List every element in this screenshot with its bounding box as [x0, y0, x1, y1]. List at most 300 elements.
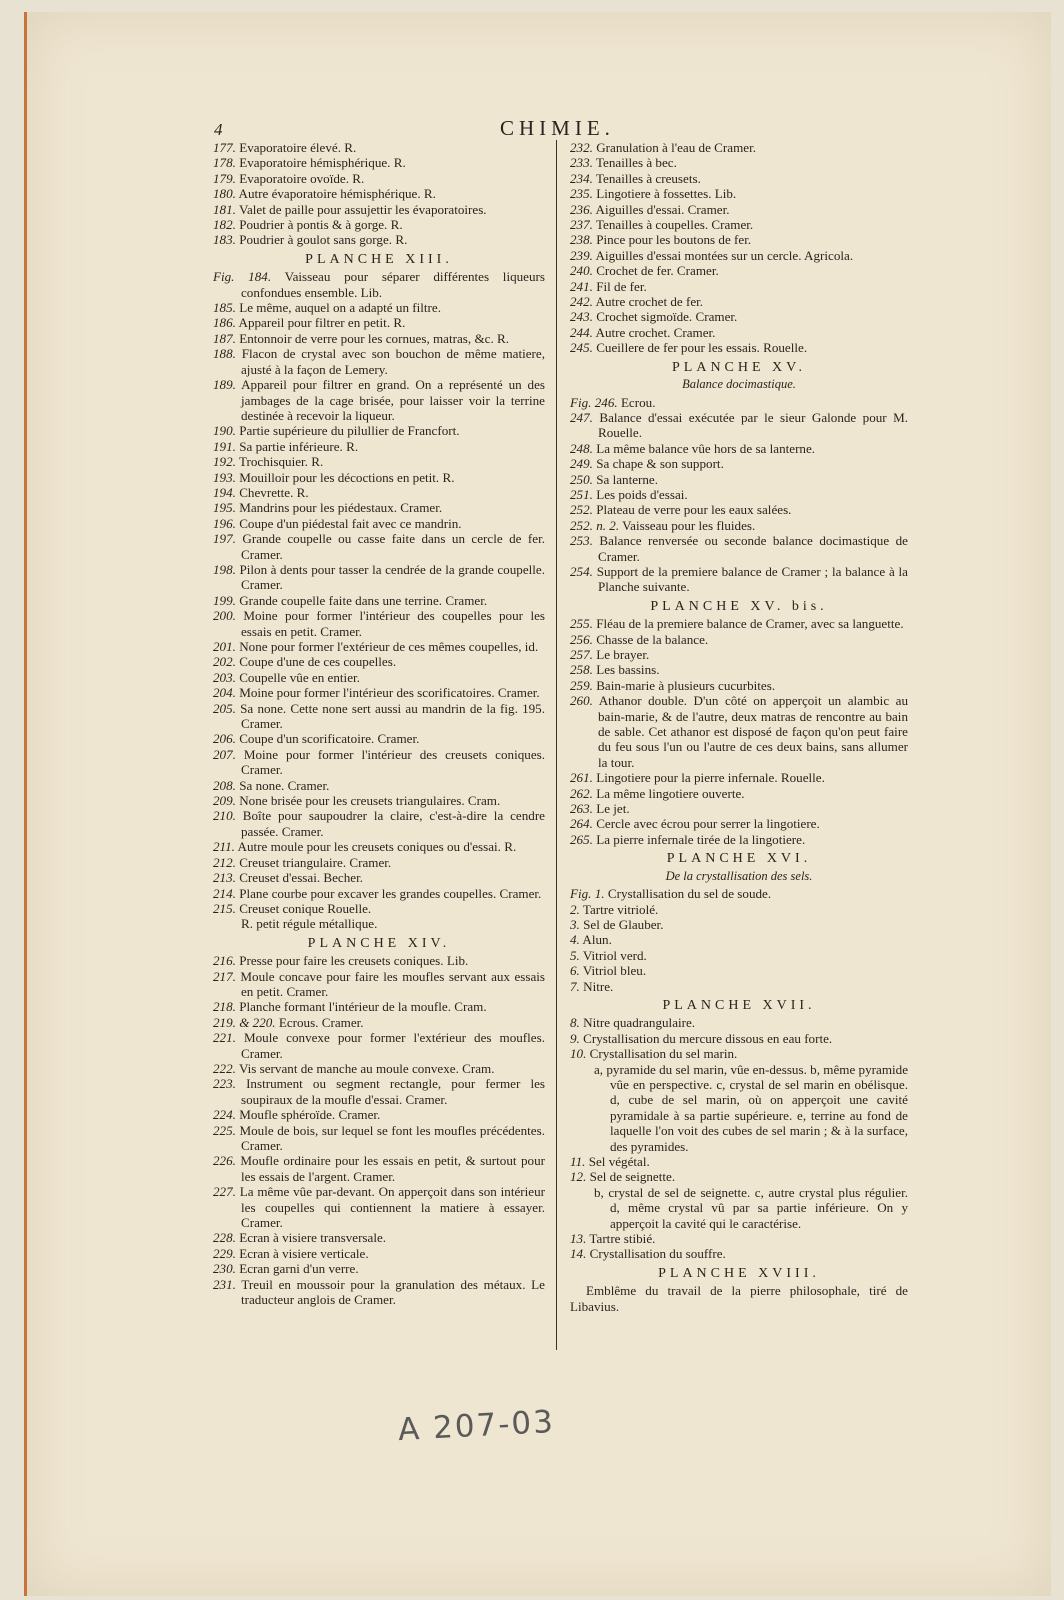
- figure-description: Ecran à visiere verticale.: [239, 1245, 369, 1261]
- figure-number: 8.: [570, 1015, 580, 1031]
- figure-description: Tenailles à coupelles. Cramer.: [595, 217, 754, 233]
- figure-description: Sa chape & son support.: [596, 456, 724, 472]
- figure-description: Coupe d'un piédestal fait avec ce mandrin.: [239, 515, 462, 531]
- figure-number: 230.: [213, 1261, 236, 1277]
- figure-number: 200.: [213, 608, 236, 624]
- figure-number: 197.: [213, 531, 236, 547]
- figure-number: 243.: [570, 309, 593, 325]
- figure-description: Crochet sigmoïde. Cramer.: [596, 309, 738, 325]
- figure-entry: [570, 902, 908, 917]
- figure-entry: [213, 969, 545, 1000]
- figure-entry: [570, 140, 908, 155]
- figure-description: Fléau de la premiere balance de Cramer, avec sa languette.: [596, 616, 904, 632]
- figure-number: 258.: [570, 662, 593, 678]
- figure-number: 187.: [213, 330, 236, 346]
- figure-number: 236.: [570, 201, 593, 217]
- figure-number: 183.: [213, 232, 236, 248]
- figure-entry: [213, 870, 545, 885]
- figure-number: Fig. 1.: [570, 886, 605, 902]
- figure-number: 232.: [570, 140, 593, 155]
- figure-description: Ecrou.: [620, 394, 656, 410]
- figure-description: Bain-marie à plusieurs cucurbites.: [596, 677, 776, 693]
- figure-number: 252.: [570, 502, 593, 518]
- figure-entry: [570, 309, 908, 324]
- figure-description: Poudrier à pontis & à gorge. R.: [239, 217, 403, 233]
- figure-entry: [570, 1154, 908, 1169]
- figure-entry: [570, 325, 908, 340]
- figure-entry: [570, 932, 908, 947]
- figure-entry: [570, 232, 908, 247]
- plate-heading: PLANCHE XVII.: [662, 997, 816, 1013]
- figure-number: 205.: [213, 700, 236, 716]
- figure-description: Evaporatoire hémisphérique. R.: [239, 155, 406, 171]
- figure-entry: [213, 439, 545, 454]
- figure-description: Presse pour faire les creusets coniques. Lib.: [239, 953, 469, 969]
- figure-number: 259.: [570, 677, 593, 693]
- figure-entry: [570, 963, 908, 978]
- figure-entry: [213, 1277, 545, 1308]
- figure-number: 237.: [570, 217, 593, 233]
- figure-note: R. petit régule métallique.: [241, 916, 378, 932]
- figure-number: 198.: [213, 561, 236, 577]
- plate-heading: PLANCHE XIII.: [305, 251, 453, 267]
- figure-number: 7.: [570, 978, 580, 994]
- figure-entry: [570, 279, 908, 294]
- figure-number: 13.: [570, 1231, 587, 1247]
- figure-number: 253.: [570, 533, 593, 549]
- figure-description: Chasse de la balance.: [596, 631, 709, 647]
- figure-entry: [213, 155, 545, 170]
- figure-description: Moine pour former l'intérieur des coupelles pour les essais en petit. Cramer.: [241, 608, 545, 639]
- figure-number: 182.: [213, 217, 236, 233]
- figure-entry: [213, 1153, 545, 1184]
- figure-number: 5.: [570, 947, 580, 963]
- figure-number: 178.: [213, 155, 236, 171]
- figure-description: Pince pour les boutons de fer.: [596, 232, 752, 248]
- figure-description: Ecran à visiere transversale.: [239, 1230, 387, 1246]
- figure-entry: [570, 395, 908, 410]
- figure-number: 244.: [570, 324, 593, 340]
- figure-description: Vaisseau pour séparer différentes liqueurs confondues ensemble. Lib.: [241, 269, 545, 300]
- figure-entry: [570, 155, 908, 170]
- figure-entry: [570, 340, 908, 355]
- figure-description: Cercle avec écrou pour serrer la lingotiere.: [596, 816, 820, 832]
- figure-description: Sa lanterne.: [596, 471, 659, 487]
- figure-entry: [213, 953, 545, 968]
- figure-entry: [213, 670, 545, 685]
- figure-number: 229.: [213, 1245, 236, 1261]
- figure-entry: [213, 901, 545, 916]
- figure-entry: [213, 315, 545, 330]
- figure-description: Crystallisation du mercure dissous en eau forte.: [583, 1030, 833, 1046]
- plate-subtitle: Balance docimastique.: [682, 377, 796, 392]
- figure-number: 195.: [213, 500, 236, 516]
- figure-number: 263.: [570, 801, 593, 817]
- figure-entry: [213, 531, 545, 562]
- figure-description: Flacon de crystal avec son bouchon de même matiere, ajusté à la façon de Lemery.: [241, 346, 545, 377]
- figure-description: Moule convexe pour former l'extérieur des moufles. Cramer.: [241, 1030, 545, 1061]
- figure-number: 192.: [213, 454, 236, 470]
- figure-description: Crystallisation du souffre.: [589, 1246, 726, 1262]
- figure-number: 226.: [213, 1153, 236, 1169]
- figure-number: 217.: [213, 968, 236, 984]
- page-number: 4: [214, 120, 223, 139]
- left-column: [213, 140, 545, 1307]
- figure-description: Autre crochet de fer.: [595, 294, 704, 310]
- figure-number: 215.: [213, 900, 236, 916]
- figure-entry: [213, 269, 545, 300]
- figure-number: 265.: [570, 831, 593, 847]
- figure-entry: [213, 232, 545, 247]
- figure-description: Treuil en moussoir pour la granulation des métaux. Le traducteur anglois de Cramer.: [241, 1276, 545, 1308]
- figure-entry: [213, 999, 545, 1014]
- figure-description: Moule concave pour faire les moufles servant aux essais en petit. Cramer.: [240, 968, 545, 999]
- figure-description: Tartre vitriolé.: [582, 901, 659, 917]
- figure-number: 209.: [213, 793, 236, 809]
- figure-description: Moufle ordinaire pour les essais en petit, & surtout pour les essais de l'argent. Cramer.: [240, 1153, 546, 1184]
- figure-entry: [570, 1169, 908, 1184]
- figure-entry: [213, 1030, 545, 1061]
- figure-number: 189.: [213, 377, 236, 393]
- figure-description: Autre évaporatoire hémisphérique. R.: [238, 186, 436, 202]
- figure-number: 241.: [570, 278, 593, 294]
- figure-number: 207.: [213, 746, 236, 762]
- figure-entry: [213, 1107, 545, 1122]
- figure-entry: [570, 410, 908, 441]
- figure-description: Sel de Glauber.: [583, 916, 664, 932]
- figure-number: 242.: [570, 294, 593, 310]
- figure-description: Tenailles à bec.: [595, 155, 677, 171]
- figure-entry: [570, 886, 908, 901]
- figure-number: Fig. 184.: [213, 269, 272, 285]
- plate-subtitle: De la crystallisation des sels.: [665, 868, 813, 883]
- figure-description: Aiguilles d'essai montées sur un cercle. Agricola.: [595, 247, 854, 263]
- figure-entry: [570, 472, 908, 487]
- figure-entry: [570, 1031, 908, 1046]
- figure-number: 255.: [570, 616, 593, 632]
- figure-entry: [213, 562, 545, 593]
- figure-number: 252. n. 2.: [570, 517, 620, 533]
- figure-description: Vaisseau pour les fluides.: [622, 517, 756, 533]
- figure-number: 177.: [213, 140, 236, 155]
- column-divider: [556, 140, 557, 1350]
- figure-description: Poudrier à goulot sans gorge. R.: [239, 232, 408, 248]
- figure-description: Pilon à dents pour tasser la cendrée de la grande coupelle. Cramer.: [239, 561, 545, 593]
- figure-description: Creuset conique Rouelle.: [239, 900, 372, 916]
- figure-entry: [213, 470, 545, 485]
- figure-number: 204.: [213, 685, 236, 701]
- figure-description: Lingotiere à fossettes. Lib.: [596, 186, 737, 202]
- figure-number: 227.: [213, 1184, 236, 1200]
- figure-entry: [213, 747, 545, 778]
- figure-entry: [213, 778, 545, 793]
- figure-number: 257.: [570, 647, 593, 662]
- figure-entry: [213, 1230, 545, 1245]
- figure-description: Plane courbe pour excaver les grandes coupelles. Cramer.: [239, 885, 542, 901]
- figure-entry: [570, 662, 908, 677]
- figure-description: Ecrous. Cramer.: [278, 1014, 364, 1030]
- figure-entry: [213, 731, 545, 746]
- figure-description: Appareil pour filtrer en petit. R.: [238, 315, 406, 331]
- figure-description: Autre moule pour les creusets coniques ou d'essai. R.: [237, 839, 517, 855]
- figure-number: Fig. 246.: [570, 394, 618, 410]
- figure-number: 254.: [570, 563, 593, 579]
- figure-description: Nitre.: [583, 978, 614, 994]
- figure-number: 194.: [213, 484, 236, 500]
- figure-description: Appareil pour filtrer en grand. On a représenté un des jambages de la cage brisée, pour laisser voir la terrine destinée à recevoir la liqueur.: [241, 377, 545, 423]
- figure-number: 231.: [213, 1276, 236, 1292]
- figure-description: Ecran garni d'un verre.: [239, 1261, 359, 1277]
- figure-entry: [213, 217, 545, 232]
- figure-number: 219. & 220.: [213, 1014, 276, 1030]
- figure-number: 248.: [570, 440, 593, 456]
- figure-description: Coupe d'une de ces coupelles.: [239, 654, 397, 670]
- figure-number: 223.: [213, 1076, 236, 1092]
- figure-number: 247.: [570, 409, 593, 425]
- figure-entry: [213, 186, 545, 201]
- figure-description: Vitriol bleu.: [582, 963, 647, 979]
- figure-number: 193.: [213, 469, 236, 485]
- figure-entry: [570, 1231, 908, 1246]
- figure-number: 186.: [213, 315, 236, 331]
- figure-number: 218.: [213, 999, 236, 1015]
- figure-entry: [570, 518, 908, 533]
- figure-description: Grande coupelle faite dans une terrine. Cramer.: [239, 592, 488, 608]
- figure-number: 238.: [570, 232, 593, 248]
- figure-entry: [570, 263, 908, 278]
- figure-description: None pour former l'extérieur de ces mêmes coupelles, id.: [239, 639, 539, 654]
- figure-entry: [213, 171, 545, 186]
- figure-description: Evaporatoire élevé. R.: [239, 140, 357, 155]
- figure-description: Moine pour former l'intérieur des creusets coniques. Cramer.: [241, 746, 545, 778]
- plate-heading: PLANCHE XV. bis.: [650, 598, 828, 614]
- figure-number: 202.: [213, 654, 236, 670]
- handwritten-accession-number: A 207-03: [397, 1403, 556, 1449]
- figure-number: 203.: [213, 669, 236, 685]
- figure-entry: [213, 1261, 545, 1276]
- figure-detail: a, pyramide du sel marin, vûe en-dessus. b, même pyramide vûe en perspective. c, crystal de sel marin en obélisque. d, cube de sel marin, où on apperçoit une cavité pyramidale à sa partie supérieure. e, terrine au fond de laquelle l'on voit des cubes de sel marin ; & à la surface, des pyramides.: [594, 1061, 908, 1154]
- figure-entry: [570, 294, 908, 309]
- figure-description: Alun.: [582, 932, 612, 948]
- figure-entry: [213, 300, 545, 315]
- figure-number: 190.: [213, 423, 236, 439]
- figure-number: 245.: [570, 340, 593, 356]
- figure-description: Trochisquier. R.: [238, 454, 324, 470]
- figure-description: Balance d'essai exécutée par le sieur Galonde pour M. Rouelle.: [598, 409, 908, 441]
- figure-entry: [570, 564, 908, 595]
- figure-description: Lingotiere pour la pierre infernale. Rouelle.: [596, 770, 825, 786]
- figure-number: 239.: [570, 247, 593, 263]
- figure-description: Les bassins.: [596, 662, 660, 678]
- figure-description: Crystallisation du sel marin.: [589, 1046, 738, 1062]
- figure-description: Sa none. Cramer.: [239, 777, 330, 793]
- figure-entry: [570, 171, 908, 186]
- figure-description: Granulation à l'eau de Cramer.: [596, 140, 756, 155]
- figure-description: Tenailles à creusets.: [595, 170, 701, 186]
- figure-entry: [570, 801, 908, 816]
- figure-description: Vitriol verd.: [582, 947, 647, 963]
- figure-description: Fil de fer.: [596, 278, 647, 294]
- figure-entry: [213, 1123, 545, 1154]
- figure-description: Crystallisation du sel de soude.: [607, 886, 772, 902]
- figure-entry: [213, 202, 545, 217]
- figure-number: 212.: [213, 854, 236, 870]
- figure-entry: [213, 886, 545, 901]
- figure-number: 262.: [570, 785, 593, 801]
- figure-entry: [213, 1246, 545, 1261]
- figure-entry: [570, 186, 908, 201]
- figure-description: Sa none. Cette none sert aussi au mandrin de la fig. 195. Cramer.: [240, 700, 545, 732]
- figure-entry: [570, 948, 908, 963]
- figure-description: La même lingotiere ouverte.: [596, 785, 745, 801]
- figure-number: 9.: [570, 1030, 580, 1046]
- figure-description: Instrument ou segment rectangle, pour fermer les soupiraux de la moufle d'essai. Cramer.: [241, 1076, 545, 1107]
- figure-description: Moule de bois, sur lequel se font les moufles précédentes. Cramer.: [239, 1122, 545, 1153]
- plate-heading: PLANCHE XV.: [672, 359, 806, 375]
- figure-description: Planche formant l'intérieur de la moufle. Cram.: [239, 999, 487, 1015]
- figure-entry: [570, 1015, 908, 1030]
- figure-entry: [570, 917, 908, 932]
- figure-number: 211.: [213, 839, 235, 855]
- figure-number: 240.: [570, 263, 593, 279]
- figure-number: 228.: [213, 1230, 236, 1246]
- figure-entry: [213, 608, 545, 639]
- figure-description: Moufle sphéroïde. Cramer.: [239, 1107, 381, 1123]
- figure-detail: b, crystal de sel de seignette. c, autre crystal plus régulier. d, même crystal vû par sa partie inférieure. On y apperçoit la cavité qui le caractérise.: [594, 1184, 908, 1231]
- figure-description: Coupelle vûe en entier.: [239, 669, 360, 685]
- figure-number: 3.: [570, 916, 580, 932]
- figure-description: Autre crochet. Cramer.: [595, 324, 716, 340]
- figure-description: Partie supérieure du pilullier de Francfort.: [239, 423, 460, 439]
- figure-entry: [213, 1061, 545, 1076]
- figure-number: 264.: [570, 816, 593, 832]
- figure-number: 222.: [213, 1060, 236, 1076]
- figure-number: 208.: [213, 777, 236, 793]
- figure-description: Creuset d'essai. Becher.: [239, 870, 364, 886]
- figure-entry: [570, 1246, 908, 1261]
- figure-number: 233.: [570, 155, 593, 171]
- figure-number: 234.: [570, 170, 593, 186]
- figure-entry: [213, 485, 545, 500]
- figure-description: Le brayer.: [596, 647, 650, 662]
- figure-entry: [570, 533, 908, 564]
- figure-entry: [213, 140, 545, 155]
- figure-number: 221.: [213, 1030, 236, 1046]
- figure-description: Sel végétal.: [588, 1154, 650, 1169]
- figure-number: 206.: [213, 731, 236, 747]
- figure-description: Boîte pour saupoudrer la claire, c'est-à-dire la cendre passée. Cramer.: [241, 808, 545, 839]
- figure-entry: [213, 793, 545, 808]
- figure-number: 12.: [570, 1169, 587, 1185]
- figure-number: 216.: [213, 953, 236, 969]
- figure-entry: [570, 693, 908, 770]
- figure-description: Sel de seignette.: [589, 1169, 676, 1185]
- figure-description: La même vûe par-devant. On apperçoit dans son intérieur les coupelles qui contiennent la matiere à essayer. Cramer.: [239, 1184, 545, 1231]
- figure-number: 201.: [213, 639, 236, 654]
- figure-number: 260.: [570, 693, 593, 709]
- figure-entry: [213, 1076, 545, 1107]
- figure-entry: [570, 816, 908, 831]
- figure-entry: [570, 616, 908, 631]
- figure-number: 179.: [213, 170, 236, 186]
- figure-number: 4.: [570, 932, 580, 948]
- figure-description: Sa partie inférieure. R.: [239, 438, 359, 454]
- figure-number: 256.: [570, 631, 593, 647]
- figure-number: 250.: [570, 471, 593, 487]
- figure-number: 199.: [213, 592, 236, 608]
- plate-heading: PLANCHE XIV.: [307, 935, 451, 951]
- figure-entry: [213, 1184, 545, 1230]
- figure-entry: [570, 678, 908, 693]
- figure-number: 185.: [213, 300, 236, 316]
- figure-number: 191.: [213, 438, 236, 454]
- figure-entry: [213, 701, 545, 732]
- figure-description: La même balance vûe hors de sa lanterne.: [596, 440, 816, 456]
- figure-entry: [570, 217, 908, 232]
- figure-description: Mouilloir pour les décoctions en petit. R.: [239, 469, 455, 485]
- figure-number: 214.: [213, 885, 236, 901]
- figure-description: Les poids d'essai.: [596, 486, 688, 502]
- figure-description: Entonnoir de verre pour les cornues, matras, &c. R.: [239, 330, 509, 346]
- figure-description: Chevrette. R.: [239, 484, 309, 500]
- figure-entry: [570, 1046, 908, 1061]
- figure-number: 10.: [570, 1046, 587, 1062]
- figure-entry: [213, 500, 545, 515]
- figure-description: Evaporatoire ovoïde. R.: [239, 170, 365, 186]
- figure-description: None brisée pour les creusets triangulaires. Cram.: [239, 793, 501, 809]
- figure-entry: [213, 454, 545, 469]
- figure-entry: [570, 502, 908, 517]
- figure-entry: [213, 1015, 545, 1030]
- figure-description: Mandrins pour les piédestaux. Cramer.: [239, 500, 443, 516]
- figure-entry: [570, 632, 908, 647]
- figure-description: Le jet.: [596, 801, 630, 817]
- figure-description: Aiguilles d'essai. Cramer.: [595, 201, 730, 217]
- figure-description: Creuset triangulaire. Cramer.: [239, 854, 392, 870]
- figure-description: Moine pour former l'intérieur des scorificatoires. Cramer.: [239, 685, 540, 701]
- figure-number: 11.: [570, 1154, 586, 1169]
- figure-entry: [213, 808, 545, 839]
- figure-description: Support de la premiere balance de Cramer ; la balance à la Planche suivante.: [596, 563, 908, 595]
- figure-number: 180.: [213, 186, 236, 202]
- figure-entry: [213, 377, 545, 423]
- figure-number: 224.: [213, 1107, 236, 1123]
- figure-number: 196.: [213, 515, 236, 531]
- figure-entry: [570, 770, 908, 785]
- figure-entry: [213, 516, 545, 531]
- figure-description: Cueillere de fer pour les essais. Rouelle.: [596, 340, 808, 356]
- figure-entry: [570, 441, 908, 456]
- figure-entry: [570, 456, 908, 471]
- figure-number: 213.: [213, 870, 236, 886]
- figure-description: Plateau de verre pour les eaux salées.: [596, 502, 792, 518]
- figure-number: 181.: [213, 201, 236, 217]
- figure-description: Grande coupelle ou casse faite dans un cercle de fer. Cramer.: [241, 531, 545, 562]
- figure-entry: [213, 839, 545, 854]
- figure-entry: [213, 423, 545, 438]
- figure-number: 6.: [570, 963, 580, 979]
- figure-number: 261.: [570, 770, 593, 786]
- figure-number: 14.: [570, 1246, 587, 1262]
- figure-description: Coupe d'un scorificatoire. Cramer.: [239, 731, 420, 747]
- figure-description: Nitre quadrangulaire.: [583, 1015, 696, 1031]
- figure-number: 188.: [213, 346, 236, 362]
- figure-description: Valet de paille pour assujettir les évaporatoires.: [238, 201, 487, 217]
- figure-description: Vis servant de manche au moule convexe. Cram.: [238, 1060, 495, 1076]
- figure-entry: [213, 346, 545, 377]
- figure-entry: [570, 248, 908, 263]
- figure-entry: [570, 487, 908, 502]
